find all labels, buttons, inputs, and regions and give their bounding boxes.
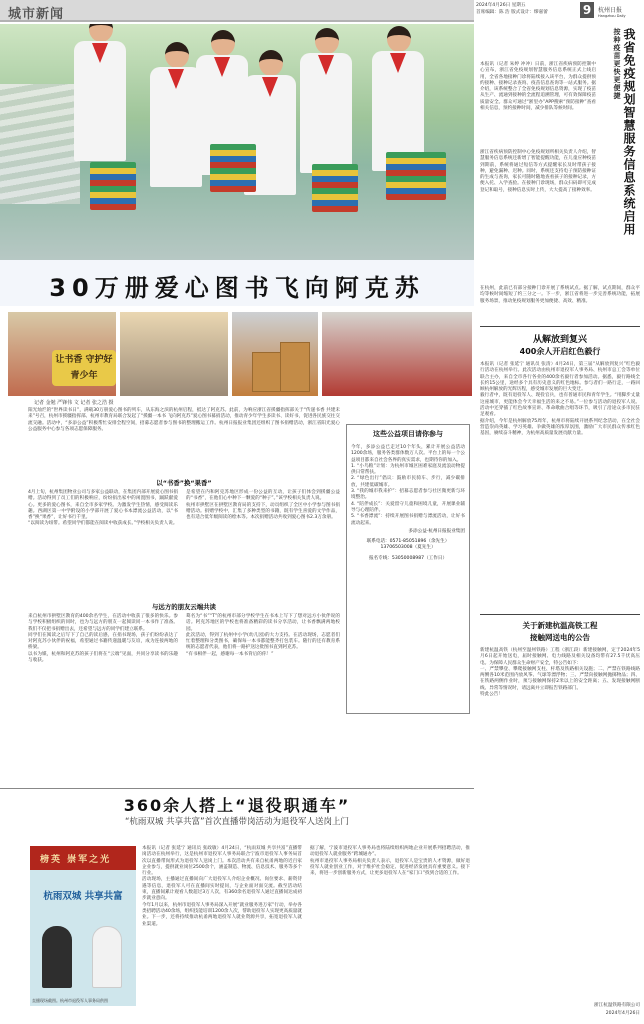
box-item: 2. “绿色出行”倡议：鼓励市民骑车、步行，减少碳排放，共建低碳城市。 — [351, 476, 465, 488]
box-item: 4. “陪伴成长”：关爱留守儿童和困境儿童，开展课业辅导与心理陪伴。 — [351, 501, 465, 513]
issue-date: 2024年4月26日 星期五 — [476, 3, 526, 8]
paper-name: 杭州日报 — [598, 7, 623, 14]
paragraph: 同学们在阅读之后写下了自己的读后感，在捐书现场，孩子们纷纷表达了对阿克苏小伙伴的祝福，希望通过书籍传递温暖与友谊，成为连接两地的桥梁。 — [28, 632, 178, 651]
red-walk-story — [480, 362, 640, 438]
feature-headline: 30万册爱心图书飞向阿克苏 — [49, 274, 425, 302]
paragraph: “以阅读为纽带。希望同学们都能在阅读中收获成长。”学校相关负责人说。 — [28, 521, 178, 527]
paragraph: 本报讯（记者 张延宁 通讯员 张政敏）4月24日，“杭雨双城 共享共富”直播带岗活动在杭州举行，这是杭州市退役军人事务局联合宁波市退役军人事务局首次以直播带岗形式为退役军人送岗上门。本次活动共有来自杭甬两地的近百家企业参与，提供就业岗位2500余个，涵盖制造、物流、信息技术、服务等多个行业。 — [142, 846, 302, 877]
paragraph: 以书为媒，杭州和阿克苏的孩子们将在“云端”见面，共同分享读书的乐趣与收获。 — [28, 651, 178, 664]
book-stack — [90, 162, 136, 210]
editor-line: 首席编辑：陈 浩 版式设计：缪嘉蕾 — [476, 10, 548, 15]
student-figure — [300, 28, 354, 173]
paragraph: 毅行者中，既有退役军人、现役官兵，也有普通市民和青年学生。“用脚步丈量这座城市，更能体会今天幸福生活的来之不易。”一位参与活动的退役军人说。活动中还穿插了红色故事宣讲、革命歌曲合唱等环节，吸引了沿途众多市民驻足观看。 — [480, 393, 640, 418]
livestream-slogan: 杭雨双城 共享共富 — [43, 891, 123, 902]
vaccine-story-a — [480, 62, 596, 112]
vaccine-headline — [600, 28, 640, 278]
paragraph: 4月上旬，杭州集团物业公司与多家公益联动，在集团内部开展爱心图书捐赠。活动得到了员工们的积极响应，纷纷捐出家中的闲置图书，踊跃献爱心。更多的爱心图书，来自全市多家学校。为激发学生热情，感受阅读乐趣。西湖区第一中学附设的小学部开展了爱心书本漂流公益活动，以“书香”换“果香”，让好书行千里。 — [28, 490, 178, 521]
vaccine-story-b — [480, 150, 596, 194]
feature-column-3 — [28, 614, 178, 664]
photo-caption: 直播现场截图。杭州市退役军人事务局供图 — [32, 998, 108, 1003]
feature-byline: 记者 金勉 严锋伟 文 记者 张之浩 摄 — [34, 400, 114, 406]
vaccine-kicker: 按种疫苗更快更便捷 — [613, 28, 621, 100]
feature-headline-band — [0, 260, 474, 306]
box-signature: 多添公益·杭州日报报业集团 — [408, 528, 465, 534]
paragraph: 新建杭温高铁（杭州至温州铁路）工程（浙江段）新建接触网，定于2024年5月6日起开始送电，届时接触网、电力线路及相关设备均带有27.5千伏高压电。为保障人民群众生命财产安全，特公告如下： — [480, 648, 640, 666]
divider — [0, 788, 474, 789]
box-item: 5. “书香漂流”：持续开展图书捐赠与漂流活动，让好书流动起来。 — [351, 514, 465, 526]
paragraph: 在杭州，此前已有部分接种门诊开展了系统试点。据了解，试点期间，群众平均等候时间缩短了约三分之一。下一步，浙江省将进一步完善系统功能，拓展服务场景，推动免疫规划服务更加便捷、高效、精准。 — [480, 286, 640, 304]
livestream-screenshot — [30, 846, 136, 1006]
vaccine-story-c — [480, 286, 640, 305]
book-stack — [312, 164, 358, 212]
book-stack — [386, 152, 446, 200]
box-title: 这些公益项目请你参与 — [373, 430, 443, 438]
veterans-column-2 — [310, 846, 470, 877]
paragraph: 是希望在内和阿克苏地区形成一份公益的互动，让孩子们体会到援疆公益的“书香”，在他们心中种下一颗爱的“种子”。”该学校相关负责人说。 — [186, 490, 340, 502]
paragraph: 此次活动，得到了杭州中小学(幼儿园)的大力支持。在活动现场，志愿者们忙着整理和分类图书，确保每一本书都能整齐打包装车。随行的还有教育系统的志愿者代表，他们将一路护送这批图书直到阿克苏。 — [186, 632, 340, 651]
student-figure — [372, 26, 426, 171]
paragraph: 来自杭州市拱墅区教育的400余名学生，在活动中收获了很多的快乐。参与学校积极组织的同时，也为与远方的朋友一起阅读同一本书作了准备。我们不仅把书捐赠出去，还希望与远方的同学们建立联系。 — [28, 614, 178, 632]
subhead-1: 以“书香”换“果香” — [156, 479, 212, 487]
veterans-column-1 — [142, 846, 302, 928]
veterans-subheadline: “杭雨双城 共享共富”首次直播带岗活动为退役军人送岗上门 — [124, 817, 349, 827]
host-figure — [92, 926, 122, 988]
box-item: 3. “我的城市我来护”：招募志愿者参与社区微更新与环境整治。 — [351, 489, 465, 501]
feature-lead: 阳光灿烂的“世界读书日”，满载30万册爱心图书的列车，从东海之滨的杭州启程，抵达了阿克苏。此前，为响应浙江省援疆指挥部关于“传递书香 共建未来”号召，杭州市援疆指挥部、杭州市教育局联合发起了“援疆一本书 飞向阿克苏”爱心图书募捐活动，推动青少年学生多读书、读好书，促进各民族交往交流交融。活动中，“多添公益”积极帮忙安排全程空间，招募志愿者参与图书的整理搬运工作。杭州日报报业集团还组织了图书捐赠活动，浙江省阳光爱心公益服务中心参与各项志愿保障服务。 — [28, 408, 340, 432]
rail-notice-date: 2024年4月26日 — [605, 1011, 640, 1016]
paragraph: “有书相伴一起，感谢每一本书背后的你！” — [186, 651, 274, 657]
paragraph: 今年1月以来，杭州市退役军人事务局深入开展“就业服务进万家”行动，举办各类招聘活动40余场，组织技能培训1200余人次，帮助退役军人实现更高质量就业。下一步，还将持续推动杭甬两地退役军人就业资源共享，拓宽退役军人就业渠道。 — [142, 902, 302, 927]
paragraph: 杭州市退役军人事务局相关负责人表示，退役军人是宝贵的人才资源，做好退役军人就业创业工作，对于维护社会稳定、促进经济发展具有重要意义。接下来，将进一步创新服务方式，让更多退役军人在“家门口”找到合适的工作。 — [310, 858, 470, 877]
issue-meta — [476, 2, 576, 16]
section-title: 城市新闻 — [8, 7, 65, 22]
box-hotline: 报名专线：53050008987（工作日） — [368, 555, 448, 561]
photo-student-reading — [120, 312, 228, 396]
paragraph: 蓦名为“书”“T”的杭州市部分学校学生在书本上写下了想对远方小伙伴说的话。阿克苏地区的学校也将准备精彩的读书分享活动，让书香飘满两地校园。 — [186, 614, 340, 632]
cardboard-box — [280, 342, 310, 392]
paragraph: 据了解，宁波市退役军人事务局也将陆续组织两地企业开展系列招聘活动，推动退役军人就业服务“跨城通办”。 — [310, 846, 470, 858]
page-number: 9 — [580, 2, 594, 18]
box-intro: 今年，多添公益已走过10个年头，累计开展公益活动1200余场，服务各类群体数万人次。平台上的每一个公益项目都来自社会各界的真实需求，也期待你的加入。 — [351, 445, 465, 463]
paper-name-en: Hangzhou Daily — [598, 14, 626, 18]
charity-projects-box — [346, 424, 470, 714]
paragraph: 活动现场，主播通过直播间向广大退役军人介绍企业概况、岗位要求、薪资待遇等信息，退役军人可在直播间实时提问，与企业面对面交流。截至活动结束，直播间累计观看人数超过3万人次，有360余名退役军人通过直播间达成初步就业意向。 — [142, 877, 302, 902]
paragraph: 杭州市拱墅区在拱墅区教育局的支持下，动员组织了全区中小学参与图书捐赠活动。捐赠学校中，汇集了多种类型的书籍，既有学生喜爱的文学作品，也有适合低年级阅读的绘本等。本次捐赠活动共收到爱心图书2.3万余册。 — [186, 502, 340, 521]
feature-column-1 — [28, 490, 178, 528]
student-figure — [74, 24, 128, 161]
livestream-banner: 榜英 崇军之光 — [30, 846, 136, 870]
stairs-background — [0, 84, 80, 204]
paper-logo — [598, 5, 626, 18]
page-header — [0, 0, 644, 22]
rail-notice-title: 关于新建杭温高铁工程 — [522, 621, 598, 630]
photo-students-with-fruit — [8, 312, 116, 396]
rail-notice-signature: 浙江杭温铁路有限公司 — [594, 1003, 640, 1008]
paragraph: 本报讯（记者 张延宁 通讯员 张清）4月24日，第三届“从解放到复兴”红色毅行活动在杭州举行。此次活动由杭州市退役军人事务局、杭州市总工会等单位联合主办，来自全市各行各业的400余名毅行者参加活动。据悉，毅行路线全长约15公里，途经多个具有历史意义的红色地标。参与者们一路行走，一路回顾杭州解放的光辉历程，感受城市发展的巨大变迁。 — [480, 362, 640, 393]
hero-photo — [0, 24, 474, 260]
host-figure — [42, 926, 72, 988]
book-stack — [210, 144, 256, 192]
feature-column-2 — [186, 490, 340, 521]
veterans-headline: 360余人搭上“退役职通车” — [123, 796, 351, 815]
paragraph: 据介绍，今年是杭州解放75周年，杭州市将陆续开展系列纪念活动，在全社会营造崇尚英雄、学习英雄、争做英雄的浓厚氛围，激励广大市民群众传承红色基因，赓续奋斗精神，为杭州高质量发展贡献力量。 — [480, 418, 640, 437]
subhead-2: 与远方的朋友云端共读 — [152, 603, 216, 611]
section-bar — [0, 0, 474, 22]
vaccine-title: 我省免疫规划智慧服务信息系统启用 — [622, 28, 636, 236]
slogan-badge: 让书香 守护好青少年 — [52, 350, 116, 386]
feature-column-4 — [186, 614, 340, 658]
paragraph: 浙江省疾病预防控制中心免疫规划所相关负责人介绍，智慧服务信息系统还新增了智能提醒功能，在儿童应种疫苗到期前，系统将通过短信等方式提醒家长及时带孩子接种，避免漏种、迟种。同时，系统还支持电子预防接种证的生成与查询，家长可随时随地查看孩子的接种记录，方便入托、入学查验。在接种门诊现场，群众扫码即可完成登记和取号，接种信息实时上传，大大提高了接种效率。 — [480, 150, 596, 193]
box-item: 1. “小鸟粮”计划：为杭州市城区困难家庭及流浪动物提供日常帮扶。 — [351, 463, 465, 476]
divider — [480, 326, 640, 327]
paragraph: 本报讯（记者 朱婷 冲冲）日前，浙江省疾病预防控制中心宣布，浙江省免疫规划智慧服务信息系统正式上线启用，全省各地接种门诊将陆续接入该平台，为群众提供预约接种、接种记录查询、疫苗信息查询等一站式服务。据介绍，该系统整合了全省免疫规划信息资源，实现了疫苗从生产、流通到接种的全流程追溯管理，可有效保障疫苗质量安全。群众可通过“浙里办”APP搜索“预防接种”查看相关信息，预约接种时间，减少排队等候时间。 — [480, 62, 596, 112]
divider — [480, 614, 640, 615]
red-walk-subtitle: 400余人开启红色毅行 — [519, 347, 601, 356]
rail-notice-body — [480, 648, 640, 698]
paragraph: 一、严禁攀登、攀爬接触网支柱、杆塔及铁路相关设施；二、严禁在铁路线路两侧各10米范围内放风筝、气球等漂浮物；三、严禁向接触网抛掷物品；四、在铁路两侧作业时，须与接触网保持2米以上的安全距离；五、发现接触网断线、异常等情况时，请远离并立即报告铁路部门。 — [480, 666, 640, 691]
rail-notice-subtitle: 接触网送电的公告 — [530, 633, 590, 642]
paragraph: 特此公告！ — [480, 692, 503, 698]
photo-book-handover — [322, 312, 472, 396]
photo-book-boxes — [232, 312, 318, 396]
cardboard-box — [252, 352, 282, 392]
red-walk-title: 从解放到复兴 — [532, 335, 587, 345]
box-phone: 联系电话：0571-85051896（余先生）13706503008（夏先生） — [366, 539, 450, 551]
